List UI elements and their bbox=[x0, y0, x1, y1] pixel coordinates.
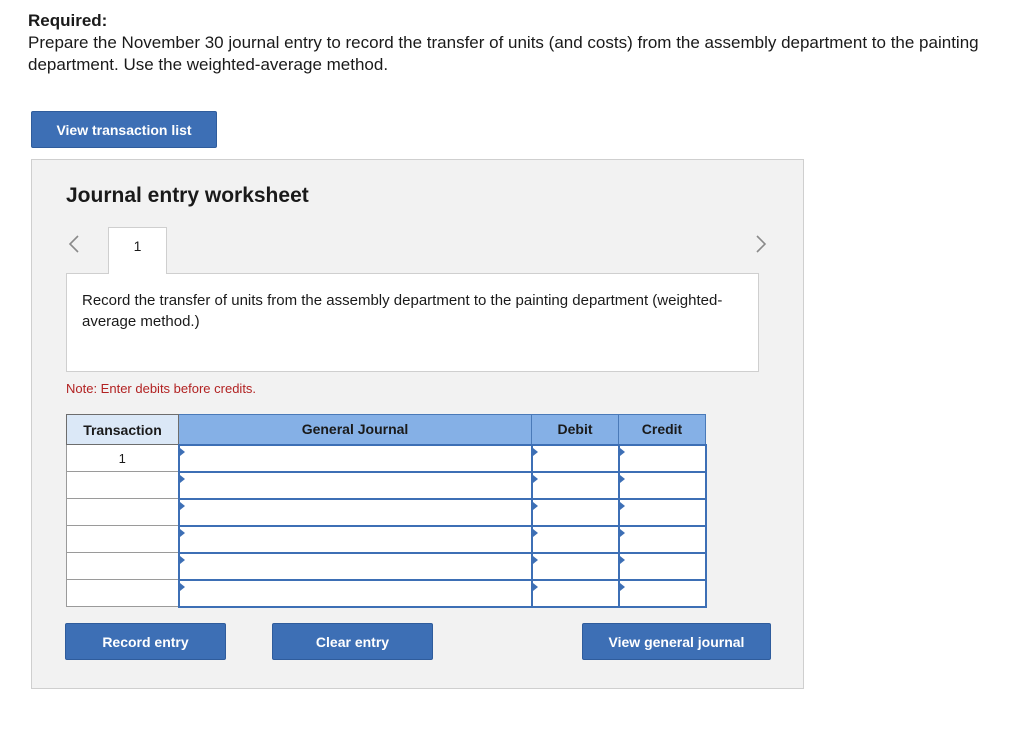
table-row bbox=[67, 445, 706, 472]
credit-input[interactable] bbox=[619, 445, 706, 472]
transaction-cell bbox=[67, 472, 179, 499]
clear-entry-button[interactable]: Clear entry bbox=[272, 623, 433, 660]
table-row bbox=[67, 580, 706, 607]
debit-input[interactable] bbox=[532, 580, 619, 607]
tab-entry-1[interactable]: 1 bbox=[108, 227, 167, 274]
account-input[interactable] bbox=[179, 553, 532, 580]
view-transaction-list-button[interactable]: View transaction list bbox=[31, 111, 217, 148]
chevron-right-icon[interactable] bbox=[751, 232, 771, 256]
journal-entry-worksheet bbox=[31, 159, 804, 689]
account-input[interactable] bbox=[179, 472, 532, 499]
account-input[interactable] bbox=[179, 499, 532, 526]
view-general-journal-button[interactable]: View general journal bbox=[582, 623, 771, 660]
credit-input[interactable] bbox=[619, 526, 706, 553]
debit-input[interactable] bbox=[532, 472, 619, 499]
required-label: Required: bbox=[28, 11, 108, 30]
transaction-cell bbox=[67, 499, 179, 526]
table-row bbox=[67, 472, 706, 499]
journal-table bbox=[66, 414, 707, 608]
table-row bbox=[67, 553, 706, 580]
transaction-cell bbox=[67, 526, 179, 553]
transaction-cell: 1 bbox=[67, 445, 179, 472]
header-credit: Credit bbox=[619, 415, 706, 445]
required-instructions: Prepare the November 30 journal entry to record the transfer of units (and costs) from the assembly department to the painting department. Use the weighted-average method. bbox=[28, 33, 979, 74]
account-input[interactable] bbox=[179, 445, 532, 472]
table-header-row bbox=[67, 415, 706, 445]
entry-note: Note: Enter debits before credits. bbox=[66, 381, 257, 396]
debit-input[interactable] bbox=[532, 499, 619, 526]
header-transaction: Transaction bbox=[67, 415, 179, 445]
transaction-cell bbox=[67, 580, 179, 607]
credit-input[interactable] bbox=[619, 580, 706, 607]
debit-input[interactable] bbox=[532, 553, 619, 580]
table-row bbox=[67, 526, 706, 553]
entry-description: Record the transfer of units from the assembly department to the painting department (weighted-average method.) bbox=[66, 273, 759, 372]
required-section bbox=[28, 10, 1008, 76]
credit-input[interactable] bbox=[619, 553, 706, 580]
transaction-cell bbox=[67, 553, 179, 580]
record-entry-button[interactable]: Record entry bbox=[65, 623, 226, 660]
header-debit: Debit bbox=[532, 415, 619, 445]
worksheet-title: Journal entry worksheet bbox=[66, 184, 309, 207]
account-input[interactable] bbox=[179, 526, 532, 553]
credit-input[interactable] bbox=[619, 472, 706, 499]
chevron-left-icon[interactable] bbox=[64, 232, 84, 256]
account-input[interactable] bbox=[179, 580, 532, 607]
debit-input[interactable] bbox=[532, 445, 619, 472]
table-row bbox=[67, 499, 706, 526]
header-general-journal: General Journal bbox=[179, 415, 532, 445]
debit-input[interactable] bbox=[532, 526, 619, 553]
credit-input[interactable] bbox=[619, 499, 706, 526]
